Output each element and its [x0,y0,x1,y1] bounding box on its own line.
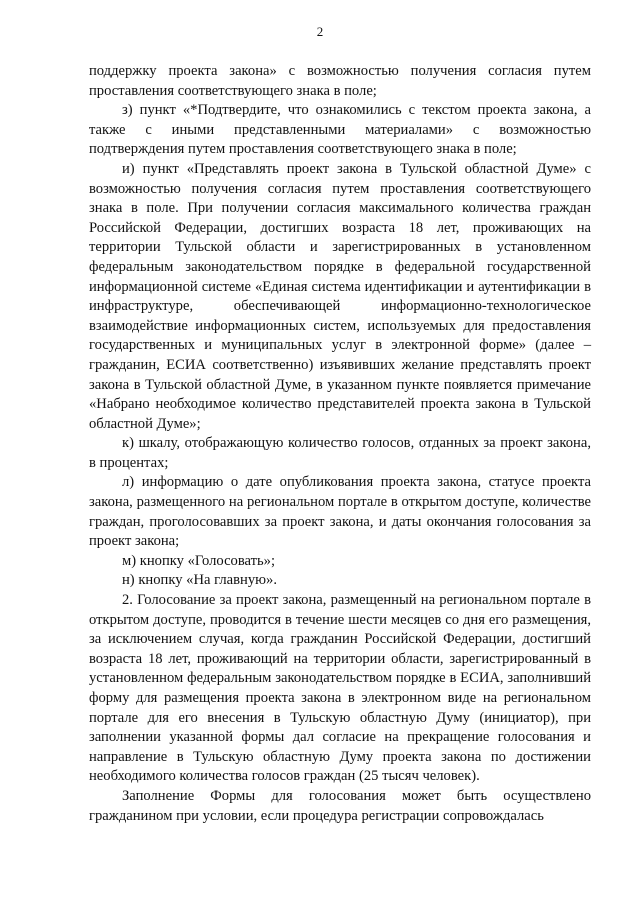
paragraph-item-l: л) информацию о дате опубликования проекта закона, статусе проекта закона, размещенного на региональном портале в открытом доступе, количестве граждан, проголосовавших за проект закона, и даты окончания голосования за проект закона; [89,474,591,550]
document-body [89,62,591,826]
page-number: 2 [316,24,324,39]
paragraph-item-z: з) пункт «*Подтвердите, что ознакомились с текстом проекта закона, а также с иными представленными материалами» с возможностью подтверждения путем проставления соответствующего знака в поле; [89,102,591,158]
paragraph-item-k: к) шкалу, отображающую количество голосов, отданных за проект закона, в процентах; [89,435,591,471]
paragraph-form-filling: Заполнение Формы для голосования может быть осуществлено гражданином при условии, если процедура регистрации сопровождалась [89,787,591,824]
paragraph-section-2: 2. Голосование за проект закона, размещенный на региональном портале в открытом доступе, проводится в течение шести месяцев со дня его размещения, за исключением случая, когда гражданин Российской Федерации, достигший возраста 18 лет, проживающий на территории области, зарегистрированный в установленном федеральным законодательством порядке в ЕСИА, заполнивший форму для размещения проекта закона в электронном виде на региональном портале для его внесения в Тульскую областную Думу (инициатор), при заполнении указанной формы дал согласие на прекращение голосования и направление в Тульскую областную Думу проекта закона по достижении необходимого количества голосов граждан (25 тысяч человек). [89,592,591,785]
paragraph-item-n: н) кнопку «На главную». [122,572,277,589]
paragraph-item-m: м) кнопку «Голосовать»; [122,552,276,569]
paragraph: поддержку проекта закона» с возможностью получения согласия путем проставления соответствующего знака в поле; [89,63,591,99]
paragraph-item-i: и) пункт «Представлять проект закона в Тульской областной Думе» с возможностью получения согласия путем проставления соответствующего знака в поле. При получении согласия максимального количества граждан Российской Федерации, достигших возраста 18 лет, проживающих на территории Тульской области и зарегистрированных в установленном федеральным законодательством порядке в федеральной государственной информационной системе «Единая система идентификации и аутентификации в инфраструктуре, обеспечивающей информационно-технологическое взаимодействие информационных систем, используемых для предоставления государственных и муниципальных услуг в электронной форме» (далее – гражданин, ЕСИА соответственно) изъявивших желание представлять проект закона в Тульской областной Думе, в указанном пункте появляется примечание «Набрано необходимое количество представителей проекта закона в Тульской областной Думе»; [89,160,591,432]
